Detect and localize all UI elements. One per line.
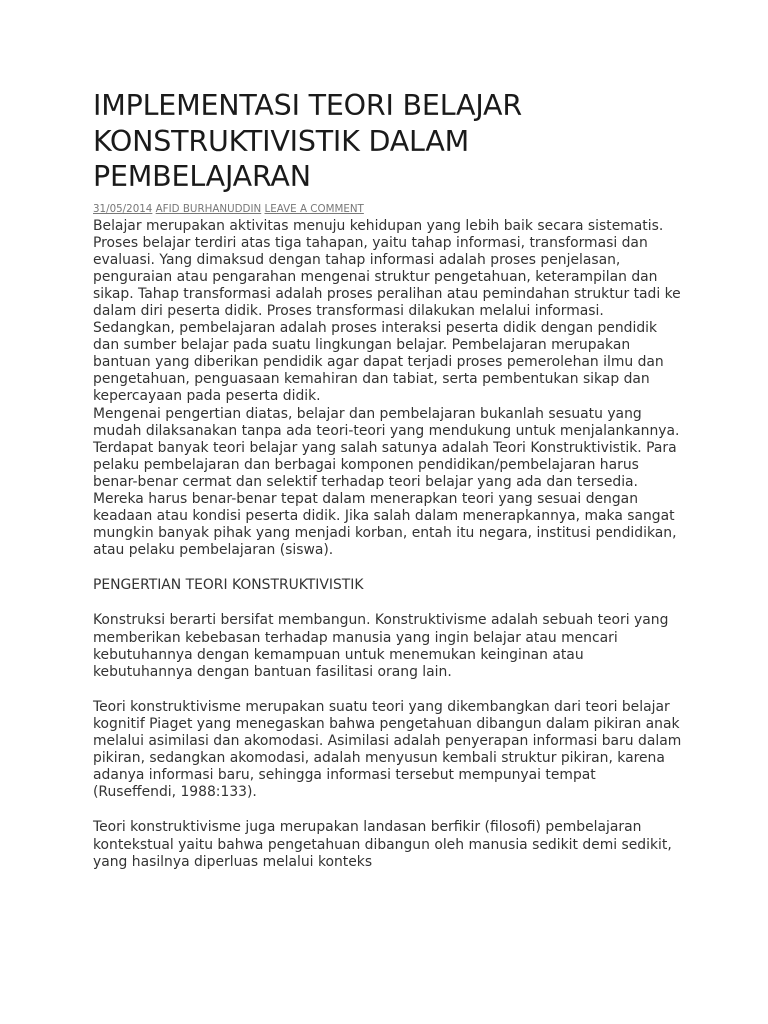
paragraph-definition: Mengenai pengertian diatas, belajar dan pembelajaran bukanlah sesuatu yang mudah dilaksanakan tanpa ada teori-teori yang mendukung untuk menjalankannya. Terdapat banyak teori belajar yang salah satunya adalah Teori Konstruktivistik. Para pelaku pembelajaran dan berbagai komponen pendidikan/pembelajaran harus benar-benar cermat dan selektif terhadap teori belajar yang ada dan tersedia. Mereka harus benar-benar tepat dalam menerapkan teori yang sesuai dengan keadaan atau kondisi peserta didik. Jika salah dalam menerapkannya, maka sangat mungkin banyak pihak yang menjadi korban, entah itu negara, institusi pendidikan, atau pelaku pembelajaran (siswa). xyxy=(93,405,680,559)
article-title: IMPLEMENTASI TEORI BELAJAR KONSTRUKTIVISTIK DALAM PEMBELAJARAN xyxy=(93,89,522,193)
article-body xyxy=(93,218,683,871)
post-date-link[interactable]: 31/05/2014 xyxy=(93,202,153,215)
author-link[interactable]: AFID BURHANUDDIN xyxy=(155,202,262,215)
paragraph-konstruksi: Konstruksi berarti bersifat membangun. Konstruktivisme adalah sebuah teori yang memberikan kebebasan terhadap manusia yang ingin belajar atau mencari kebutuhannya dengan kemampuan untuk menemukan keinginan atau kebutuhannya dengan bantuan fasilitasi orang lain. xyxy=(93,612,669,680)
paragraph-filosofi: Teori konstruktivisme juga merupakan landasan berfikir (filosofi) pembelajaran kontekstual yaitu bahwa pengetahuan dibangun oleh manusia sedikit demi sedikit, yang hasilnya diperluas melalui konteks xyxy=(93,819,672,870)
article xyxy=(93,88,683,871)
section-heading: PENGERTIAN TEORI KONSTRUKTIVISTIK xyxy=(93,577,364,594)
paragraph-piaget: Teori konstruktivisme merupakan suatu teori yang dikembangkan dari teori belajar kognitif Piaget yang menegaskan bahwa pengetahuan dibangun dalam pikiran anak melalui asimilasi dan akomodasi. Asimilasi adalah penyerapan informasi baru dalam pikiran, sedangkan akomodasi, adalah menyusun kembali struktur pikiran, karena adanya informasi baru, sehingga informasi tersebut mempunyai tempat (Ruseffendi, 1988:133). xyxy=(93,698,682,801)
article-meta xyxy=(93,203,683,216)
leave-comment-link[interactable]: LEAVE A COMMENT xyxy=(264,202,364,215)
paragraph-intro: Belajar merupakan aktivitas menuju kehidupan yang lebih baik secara sistematis. Proses belajar terdiri atas tiga tahapan, yaitu tahap informasi, transformasi dan evaluasi. Yang dimaksud dengan tahap informasi adalah proses penjelasan, penguraian atau pengarahan mengenai struktur pengetahuan, keterampilan dan sikap. Tahap transformasi adalah proses peralihan atau pemindahan struktur tadi ke dalam diri peserta didik. Proses transformasi dilakukan melalui informasi. Sedangkan, pembelajaran adalah proses interaksi peserta didik dengan pendidik dan sumber belajar pada suatu lingkungan belajar. Pembelajaran merupakan bantuan yang diberikan pendidik agar dapat terjadi proses pemerolehan ilmu dan pengetahuan, penguasaan kemahiran dan tabiat, serta pembentukan sikap dan kepercayaan pada peserta didik. xyxy=(93,217,681,405)
